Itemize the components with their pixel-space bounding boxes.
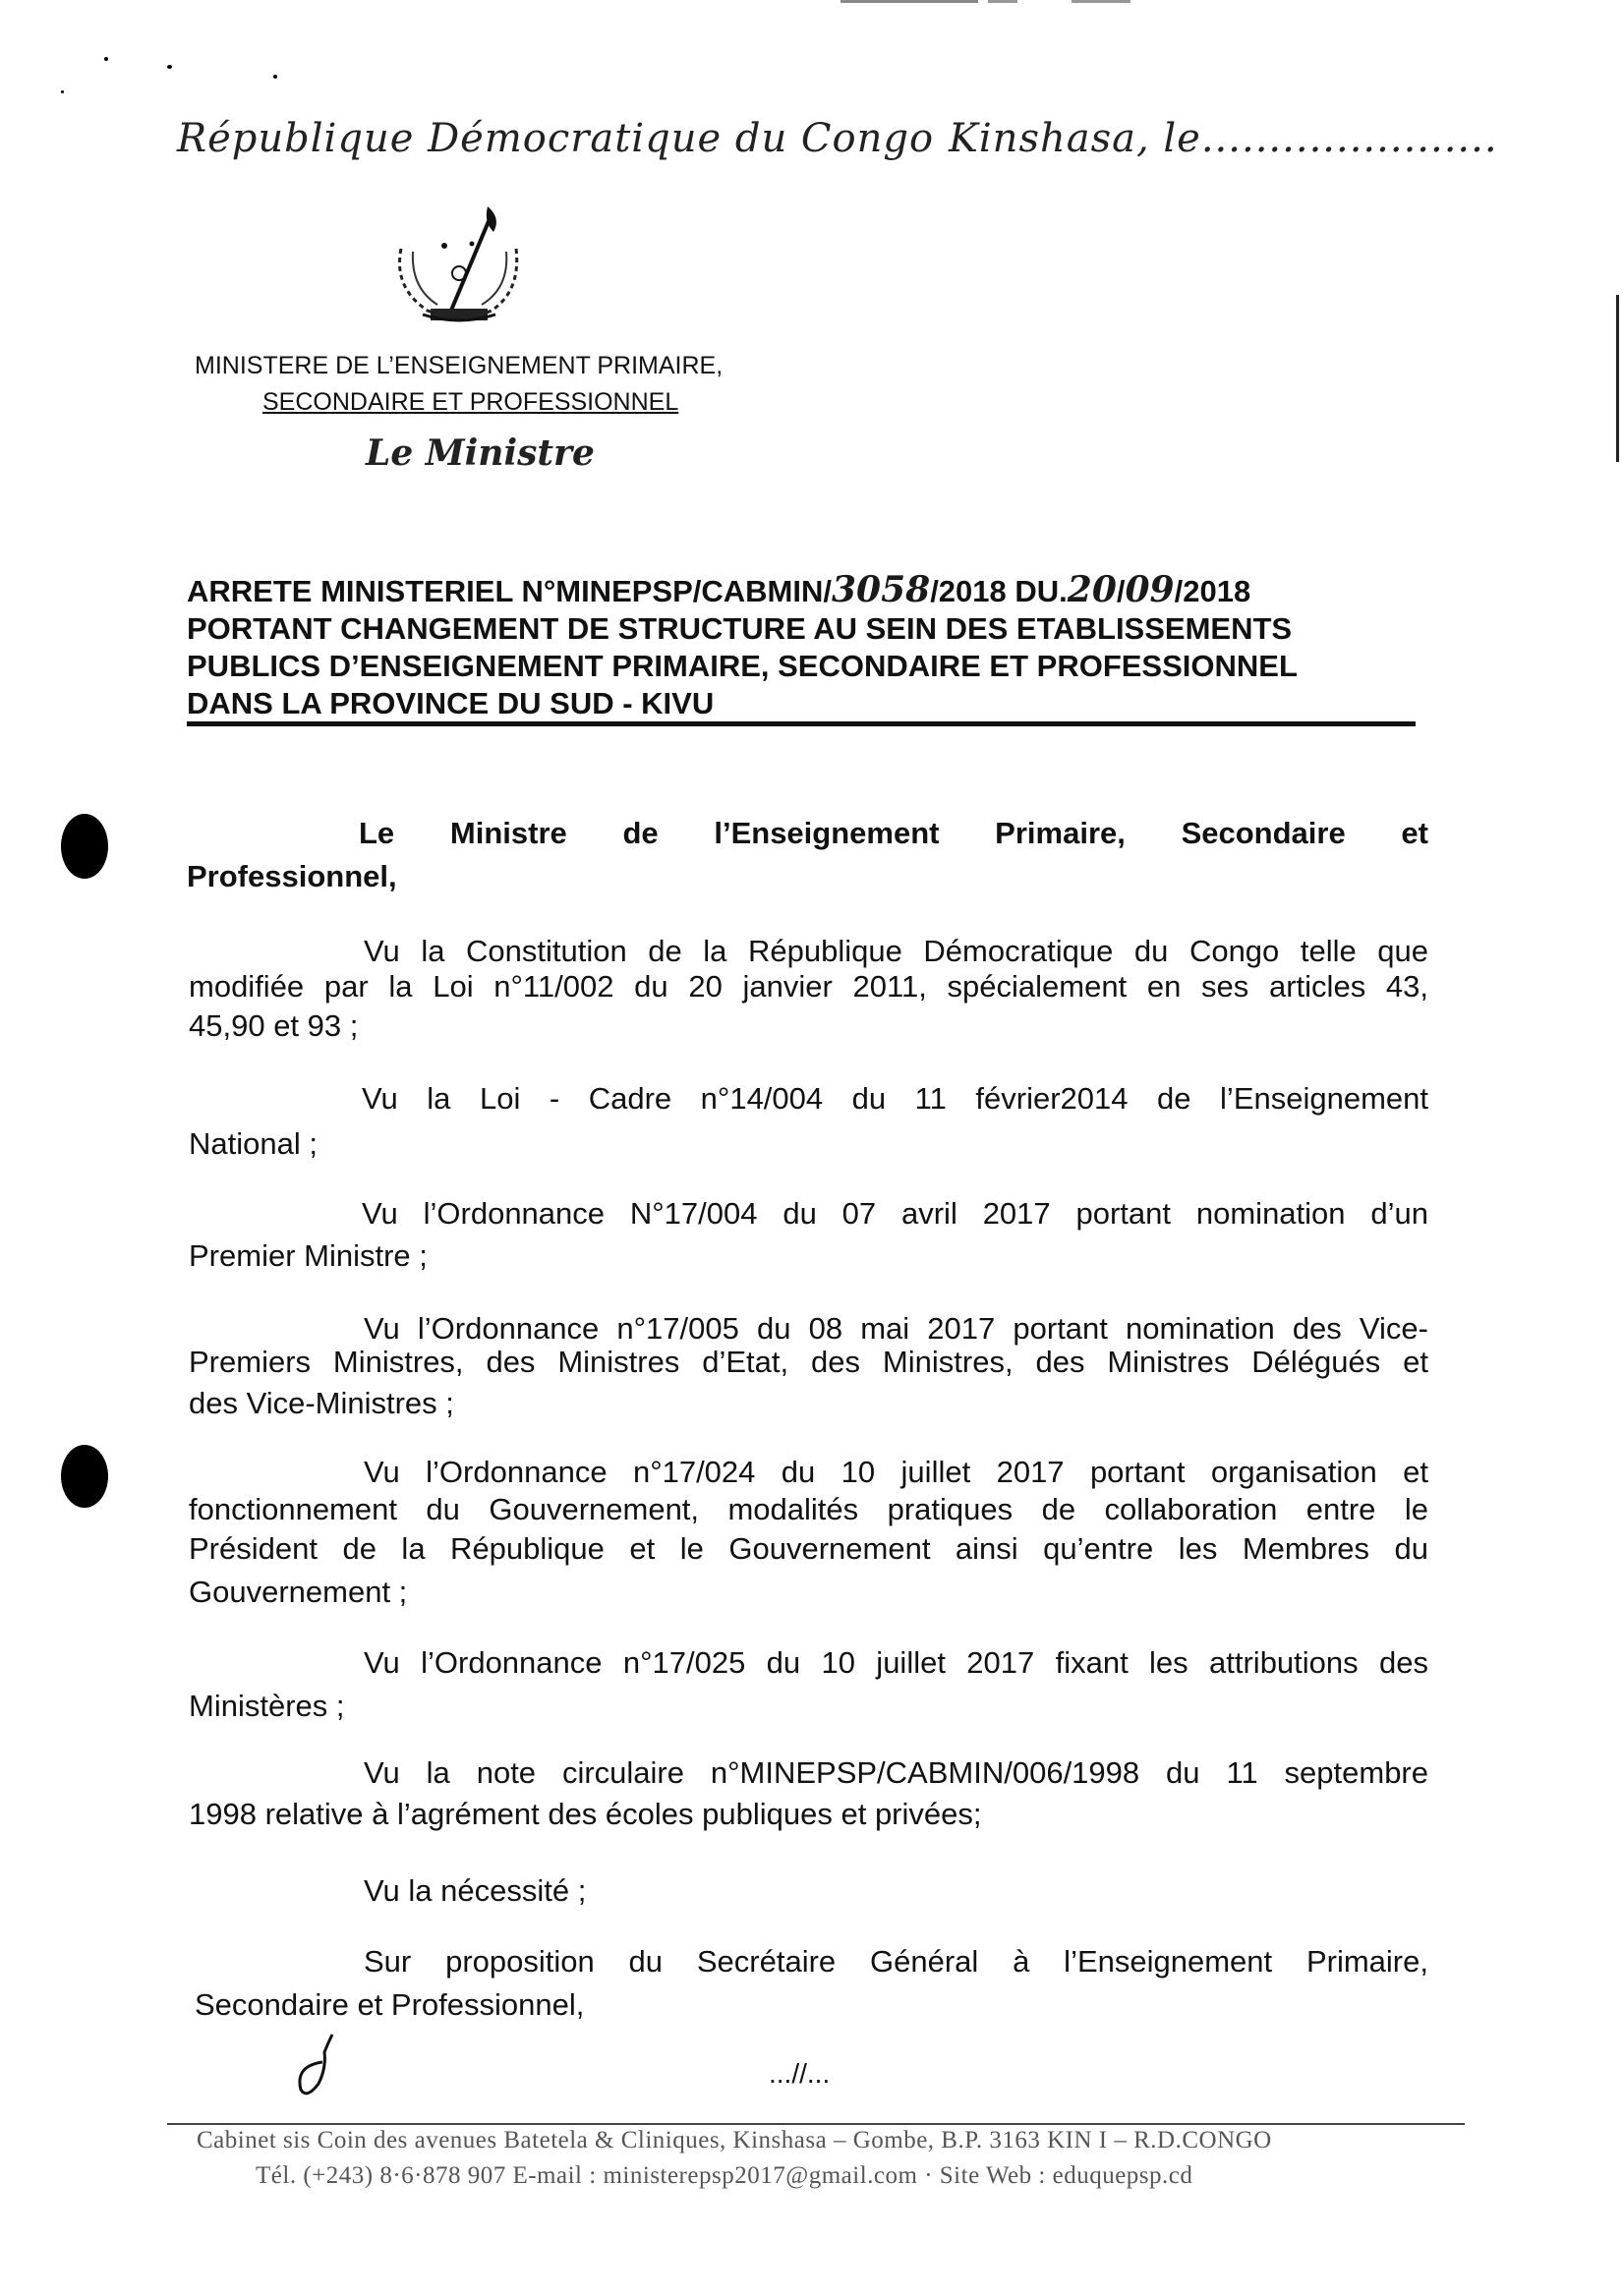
recital-4-line-2: Premiers Ministres, des Ministres d’Etat, des Ministres, des Ministres Délégués et (189, 1345, 1428, 1379)
decree-title-line-1 (187, 569, 1251, 610)
scan-speck (167, 65, 172, 69)
recital-5-line-2: fonctionnement du Gouvernement, modalités pratiques de collaboration entre le (189, 1492, 1428, 1526)
recital-4-line-1: Vu l’Ordonnance n°17/005 du 08 mai 2017 portant nomination des Vice- (364, 1311, 1428, 1346)
decree-month-handwritten: 09 (1125, 569, 1175, 610)
recital-2-line-2: National ; (189, 1126, 318, 1161)
footer-address: Cabinet sis Coin des avenues Batetela & Cliniques, Kinshasa – Gombe, B.P. 3163 KIN I – R.D.CONGO (197, 2127, 1272, 2153)
punch-hole-mark (61, 814, 108, 879)
recital-7-line-1: Vu la note circulaire n°MINEPSP/CABMIN/006/1998 du 11 septembre (364, 1755, 1428, 1790)
recital-7-line-2: 1998 relative à l’agrément des écoles publiques et privées; (189, 1797, 982, 1831)
recital-4-line-3: des Vice-Ministres ; (189, 1386, 454, 1420)
decree-title-line-4: DANS LA PROVINCE DU SUD - KIVU (187, 686, 715, 720)
decree-title-line-2: PORTANT CHANGEMENT DE STRUCTURE AU SEIN DES ETABLISSEMENTS (187, 611, 1293, 646)
recital-8-line-1: Vu la nécessité ; (364, 1873, 587, 1908)
decree-number-prefix: ARRETE MINISTERIEL N°MINEPSP/CABMIN/ (187, 574, 832, 608)
margin-edge-mark (1616, 295, 1619, 462)
scan-mark-top-2 (988, 0, 1017, 3)
scan-speck (273, 75, 277, 79)
recital-9-line-1: Sur proposition du Secrétaire Général à l’Enseignement Primaire, (364, 1944, 1428, 1979)
ministry-line-1: MINISTERE DE L’ENSEIGNEMENT PRIMAIRE, (195, 352, 724, 379)
recital-5-line-3: Président de la République et le Gouvernement ainsi qu’entre les Membres du (189, 1531, 1428, 1566)
recital-3-line-2: Premier Ministre ; (189, 1238, 428, 1273)
recital-6-line-1: Vu l’Ordonnance n°17/025 du 10 juillet 2017 fixant les attributions des (364, 1645, 1428, 1680)
recital-3-line-1: Vu l’Ordonnance N°17/004 du 07 avril 2017 portant nomination d’un (362, 1196, 1428, 1231)
decree-title-line-3: PUBLICS D’ENSEIGNEMENT PRIMAIRE, SECONDAIRE ET PROFESSIONNEL (187, 649, 1298, 683)
decree-number-mid: /2018 DU. (930, 574, 1068, 608)
coat-of-arms-logo (393, 204, 526, 327)
country-name: République Démocratique du Congo (177, 116, 935, 161)
place-date: Kinshasa, le...................... (949, 116, 1498, 161)
recital-9-line-2: Secondaire et Professionnel, (195, 1987, 585, 2022)
title-underline (187, 721, 1416, 726)
ministry-line-2: SECONDAIRE ET PROFESSIONNEL (262, 388, 679, 416)
scan-speck (61, 90, 64, 93)
decree-date-separator: / (1116, 574, 1126, 608)
recital-1-line-3: 45,90 et 93 ; (189, 1008, 359, 1043)
scan-speck (104, 57, 108, 61)
preamble-intro-line-1: Le Ministre de l’Enseignement Primaire, Secondaire et (359, 816, 1428, 850)
recital-6-line-2: Ministères ; (189, 1689, 345, 1723)
scan-mark-top (840, 0, 978, 3)
decree-date-suffix: /2018 (1174, 574, 1251, 608)
recital-1-line-2: modifiée par la Loi n°11/002 du 20 janvier 2011, spécialement en ses articles 43, (189, 969, 1428, 1004)
footer-contact: Tél. (+243) 8·6·878 907 E-mail : ministerepsp2017@gmail.com · Site Web : eduquepsp.cd (256, 2162, 1193, 2189)
signatory-title: Le Ministre (366, 432, 595, 474)
punch-hole-mark (61, 1445, 108, 1508)
preamble-intro-line-2: Professionnel, (187, 859, 397, 893)
decree-number-handwritten: 3058 (831, 569, 931, 610)
decree-day-handwritten: 20 (1067, 569, 1117, 610)
recital-5-line-1: Vu l’Ordonnance n°17/024 du 10 juillet 2017 portant organisation et (364, 1455, 1428, 1489)
recital-1-line-1: Vu la Constitution de la République Démocratique du Congo telle que (364, 934, 1428, 968)
footer-divider (167, 2123, 1465, 2125)
initials-signature (285, 2033, 354, 2101)
continuation-mark: ...//... (769, 2058, 831, 2089)
recital-2-line-1: Vu la Loi - Cadre n°14/004 du 11 février2014 de l’Enseignement (362, 1081, 1428, 1116)
recital-5-line-4: Gouvernement ; (189, 1575, 408, 1609)
scan-mark-top-3 (1072, 0, 1130, 3)
